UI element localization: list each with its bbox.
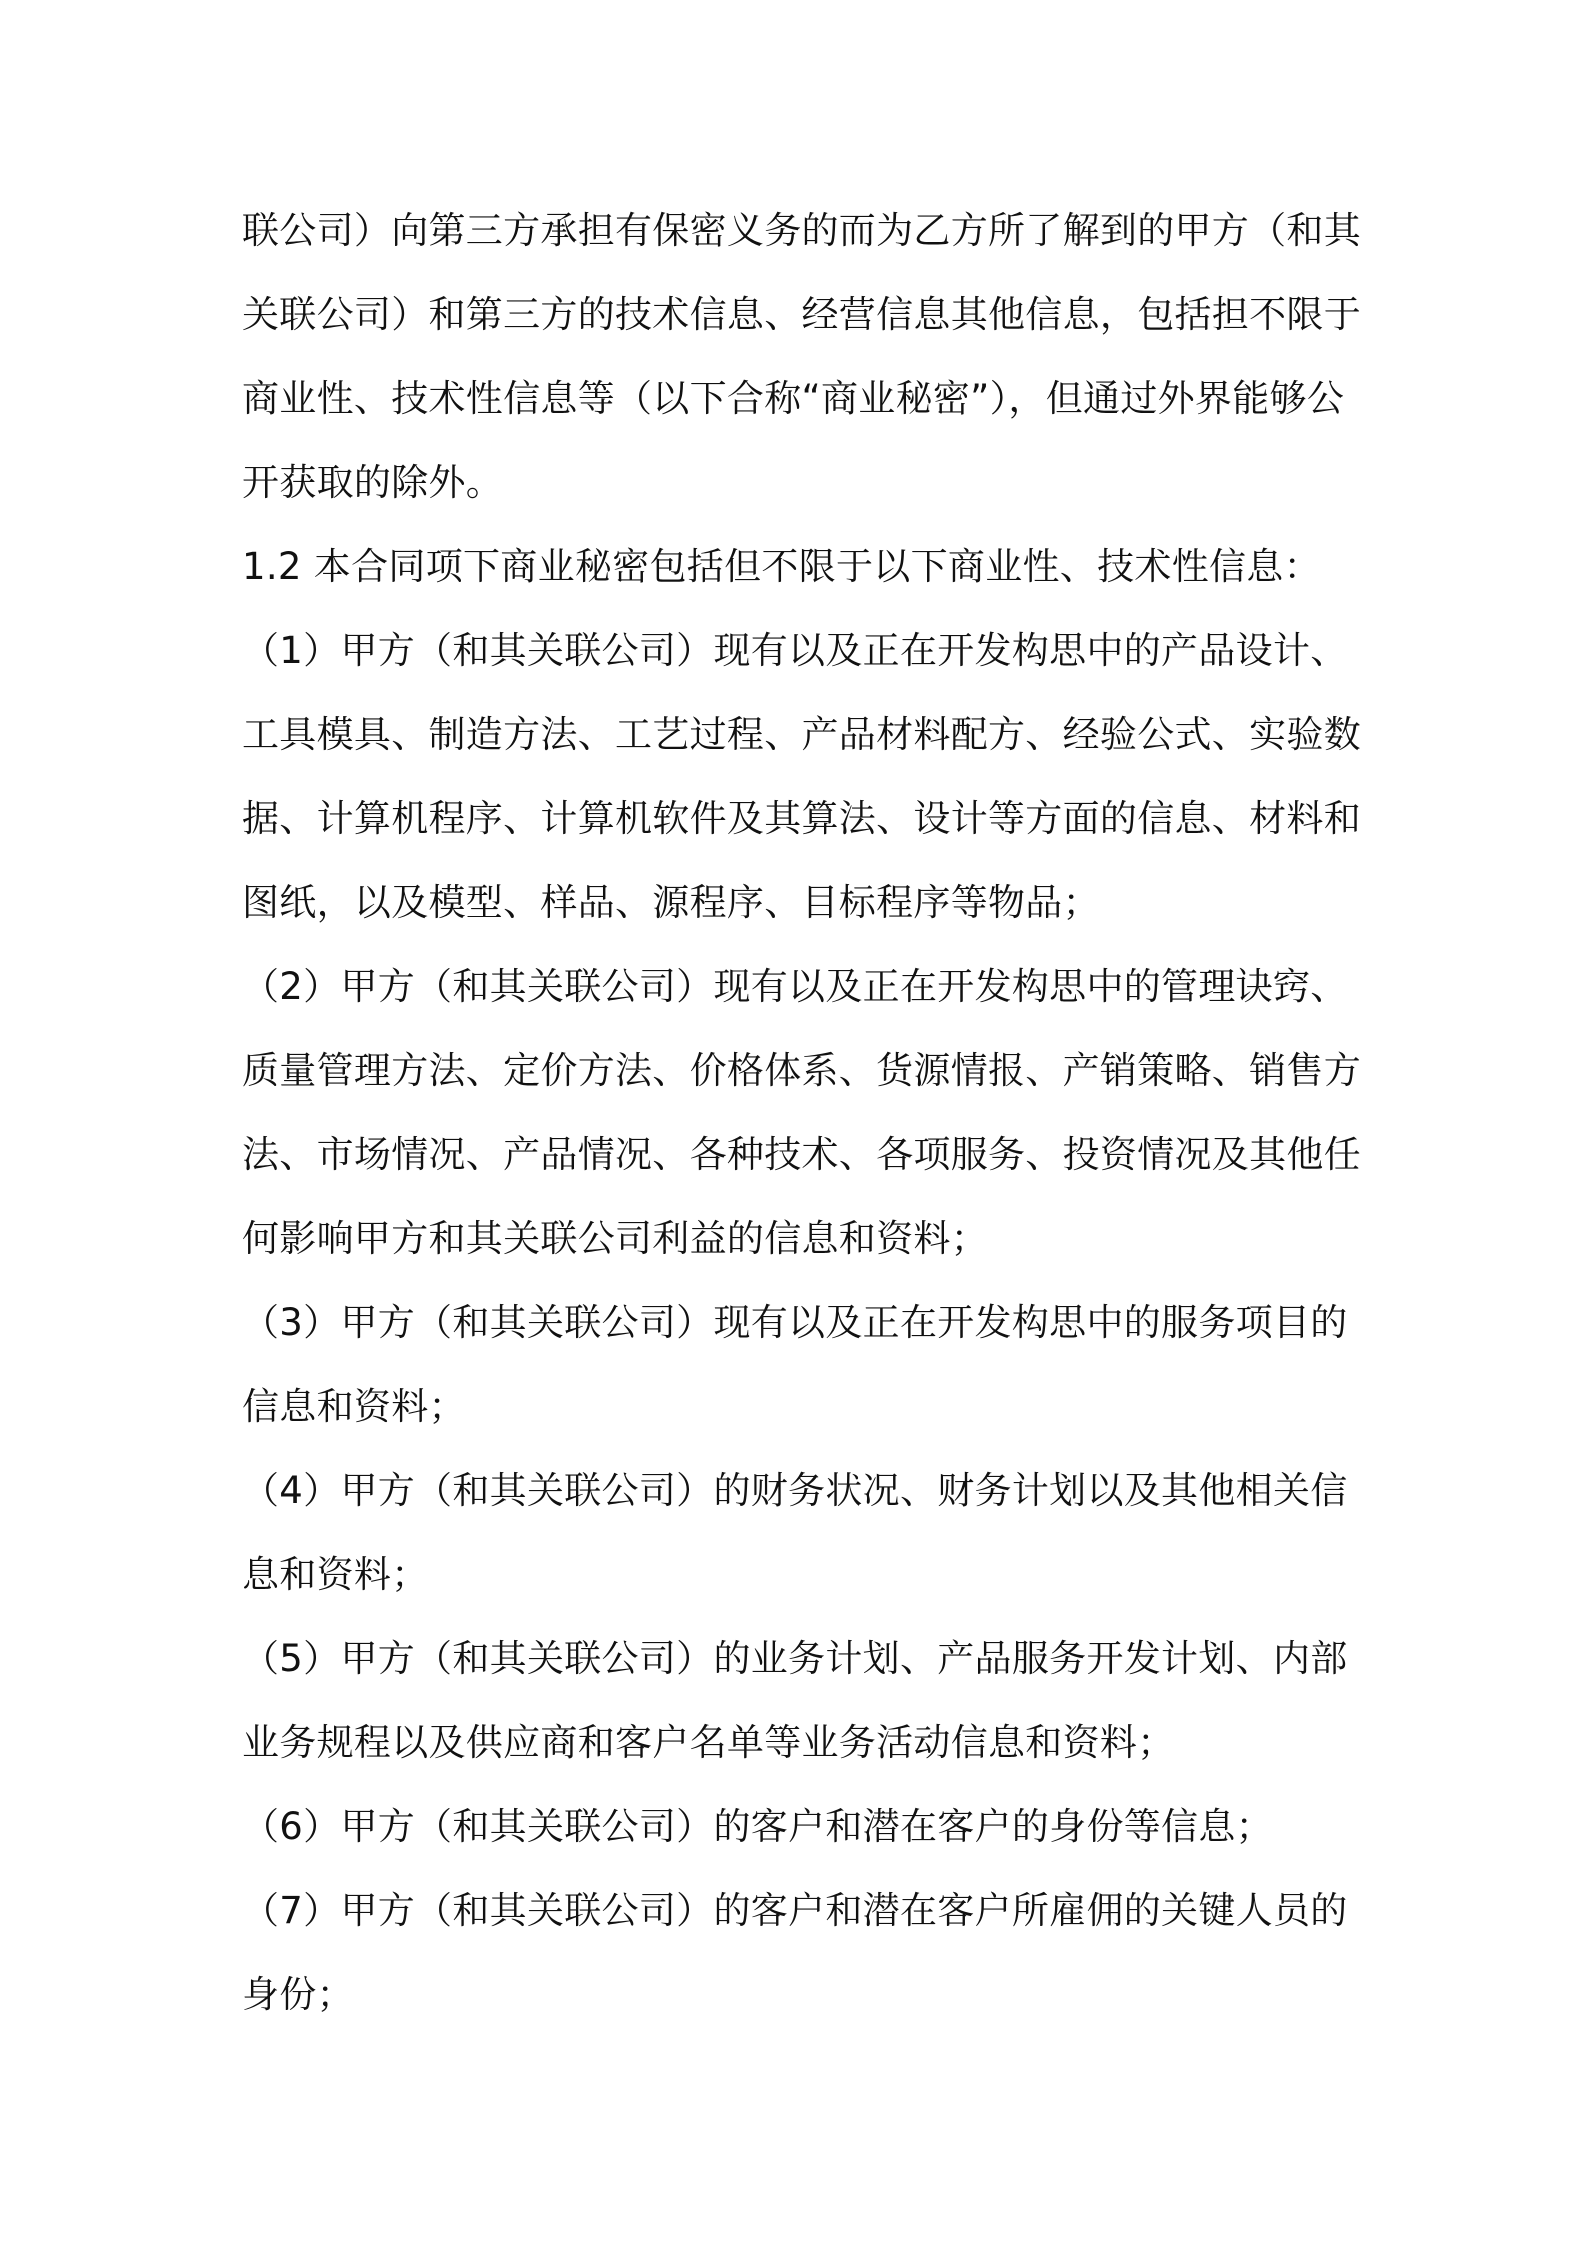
text-line: 法、市场情况、产品情况、各种技术、各项服务、投资情况及其他任 bbox=[242, 1133, 1361, 1176]
list-item-5: （5）甲方（和其关联公司）的业务计划、产品服务开发计划、内部 bbox=[242, 1637, 1348, 1680]
text-line: 图纸，以及模型、样品、源程序、目标程序等物品； bbox=[242, 881, 1100, 924]
text-line: 关联公司）和第三方的技术信息、经营信息其他信息，包括担不限于 bbox=[242, 293, 1361, 336]
text-line: 开获取的除外。 bbox=[242, 461, 504, 504]
text-line: 息和资料； bbox=[242, 1553, 429, 1596]
list-item-2: （2）甲方（和其关联公司）现有以及正在开发构思中的管理诀窍、 bbox=[242, 965, 1348, 1008]
section-heading: 1.2 本合同项下商业秘密包括但不限于以下商业性、技术性信息： bbox=[242, 545, 1321, 588]
list-item-4: （4）甲方（和其关联公司）的财务状况、财务计划以及其他相关信 bbox=[242, 1469, 1348, 1512]
text-line: 据、计算机程序、计算机软件及其算法、设计等方面的信息、材料和 bbox=[242, 797, 1361, 840]
list-item-1: （1）甲方（和其关联公司）现有以及正在开发构思中的产品设计、 bbox=[242, 629, 1348, 672]
text-line: 工具模具、制造方法、工艺过程、产品材料配方、经验公式、实验数 bbox=[242, 713, 1361, 756]
list-item-3: （3）甲方（和其关联公司）现有以及正在开发构思中的服务项目的 bbox=[242, 1301, 1348, 1344]
text-line: 商业性、技术性信息等（以下合称“商业秘密”），但通过外界能够公 bbox=[242, 377, 1345, 420]
text-line: 业务规程以及供应商和客户名单等业务活动信息和资料； bbox=[242, 1721, 1175, 1764]
text-line: 联公司）向第三方承担有保密义务的而为乙方所了解到的甲方（和其 bbox=[242, 209, 1361, 252]
text-line: 身份； bbox=[242, 1973, 354, 2016]
list-item-6: （6）甲方（和其关联公司）的客户和潜在客户的身份等信息； bbox=[242, 1805, 1273, 1848]
text-line: 信息和资料； bbox=[242, 1385, 466, 1428]
text-line: 质量管理方法、定价方法、价格体系、货源情报、产销策略、销售方 bbox=[242, 1049, 1361, 1092]
text-line: 何影响甲方和其关联公司利益的信息和资料； bbox=[242, 1217, 988, 1260]
list-item-7: （7）甲方（和其关联公司）的客户和潜在客户所雇佣的关键人员的 bbox=[242, 1889, 1348, 1932]
